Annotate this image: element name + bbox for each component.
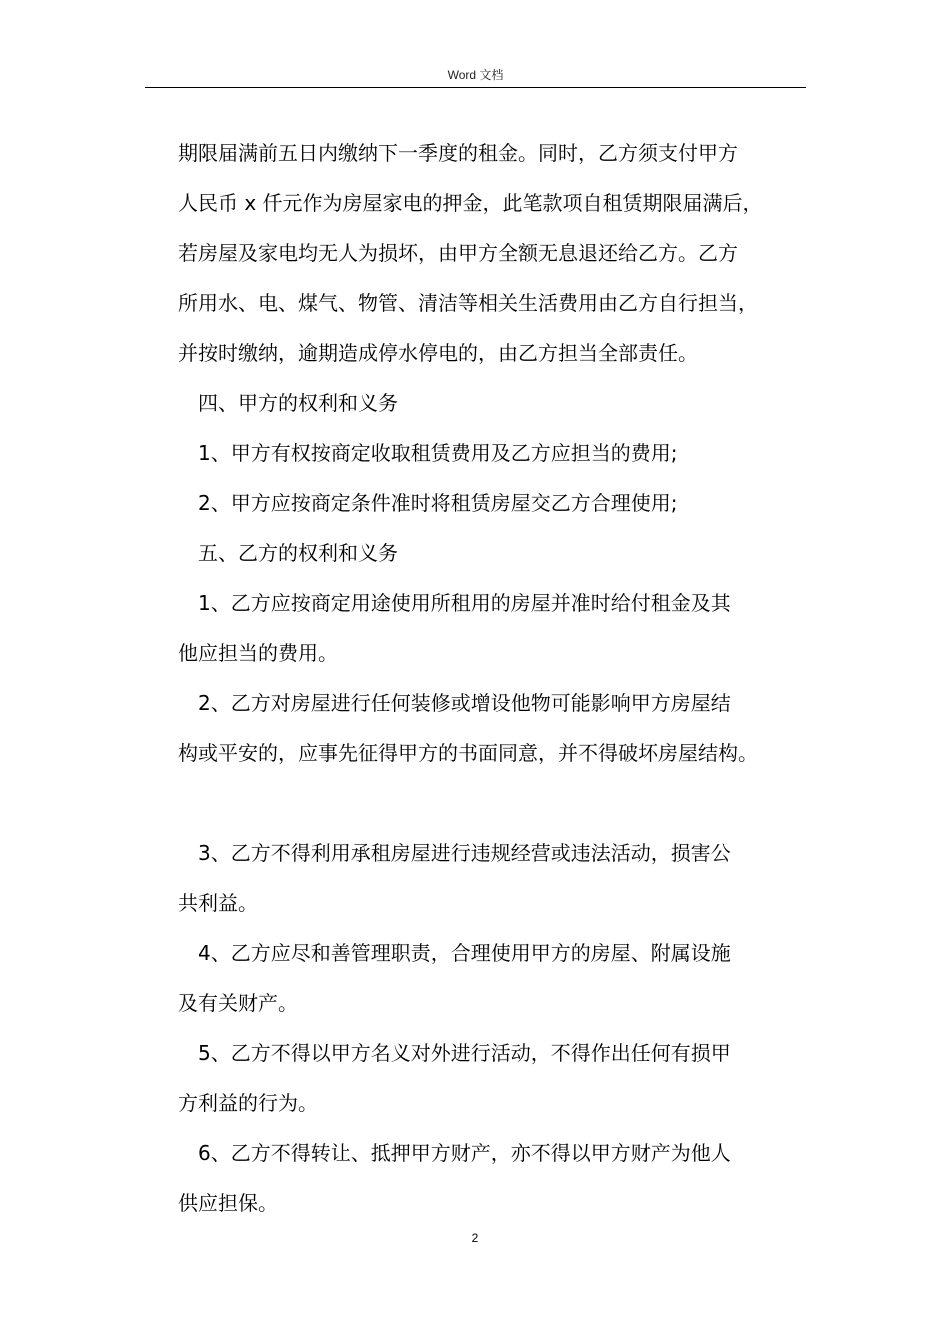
clause-line: 3、乙方不得利用承租房屋进行违规经营或违法活动，损害公 [198, 841, 731, 865]
clause-line: 4、乙方应尽和善管理职责，合理使用甲方的房屋、附属设施 [198, 941, 731, 965]
body-line: 期限届满前五日内缴纳下一季度的租金。同时，乙方须支付甲方 [178, 141, 738, 165]
page-number [0, 1229, 950, 1247]
page-number-text: 2 [471, 1231, 479, 1245]
page-header [145, 66, 806, 84]
clause-continuation: 方利益的行为。 [178, 1091, 318, 1115]
clause-continuation: 供应担保。 [178, 1191, 278, 1215]
header-divider [145, 87, 806, 88]
clause-line: 2、甲方应按商定条件准时将租赁房屋交乙方合理使用; [198, 491, 678, 515]
section-heading: 五、乙方的权利和义务 [198, 541, 398, 565]
section-heading: 四、甲方的权利和义务 [198, 391, 398, 415]
header-title: Word 文档 [447, 68, 504, 82]
clause-line: 1、甲方有权按商定收取租赁费用及乙方应担当的费用; [198, 441, 678, 465]
clause-continuation: 及有关财产。 [178, 991, 298, 1015]
clause-line: 1、乙方应按商定用途使用所租用的房屋并准时给付租金及其 [198, 591, 731, 615]
body-line: 并按时缴纳，逾期造成停水停电的，由乙方担当全部责任。 [178, 341, 698, 365]
clause-continuation: 他应担当的费用。 [178, 641, 338, 665]
blank-line [178, 778, 818, 828]
body-line: 人民币 x 仟元作为房屋家电的押金，此笔款项自租赁期限届满后， [178, 191, 763, 215]
clause-line: 2、乙方对房屋进行任何装修或增设他物可能影响甲方房屋结 [198, 691, 731, 715]
document-body [178, 128, 818, 1228]
clause-line: 6、乙方不得转让、抵押甲方财产，亦不得以甲方财产为他人 [198, 1141, 731, 1165]
clause-continuation: 构或平安的，应事先征得甲方的书面同意，并不得破坏房屋结构。 [178, 741, 758, 765]
body-line: 所用水、电、煤气、物管、清洁等相关生活费用由乙方自行担当， [178, 291, 758, 315]
clause-continuation: 共利益。 [178, 891, 258, 915]
body-line: 若房屋及家电均无人为损坏，由甲方全额无息退还给乙方。乙方 [178, 241, 738, 265]
clause-line: 5、乙方不得以甲方名义对外进行活动，不得作出任何有损甲 [198, 1041, 731, 1065]
